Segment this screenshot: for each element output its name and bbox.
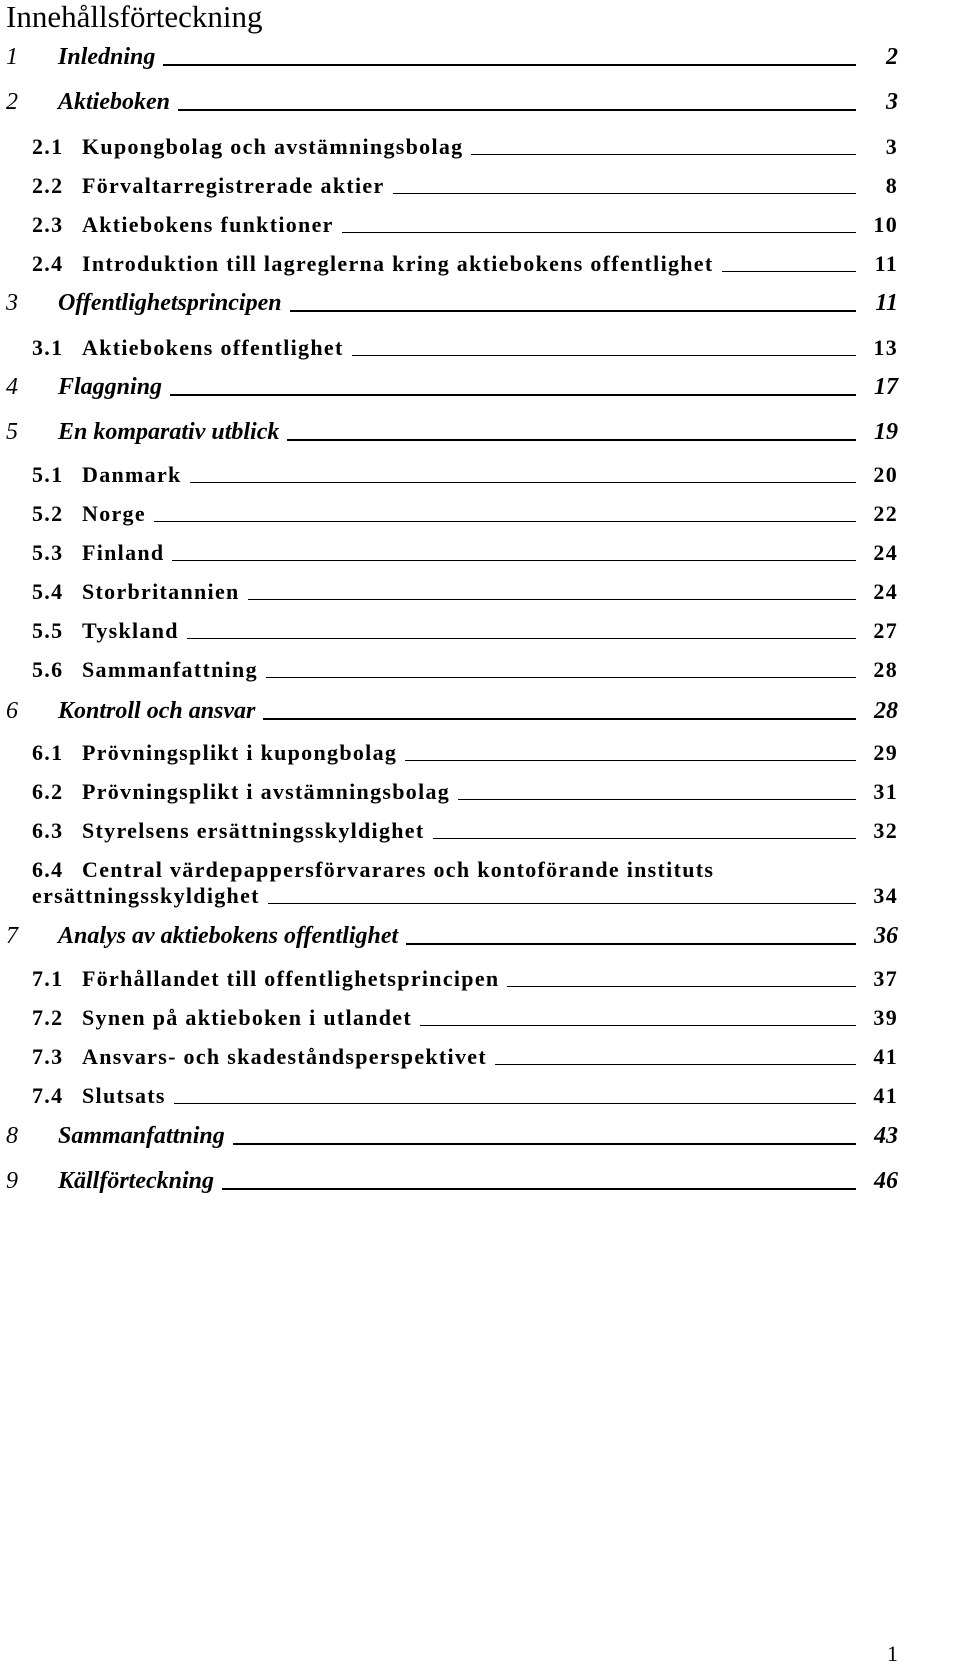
- toc-entry-number: 9: [6, 1168, 18, 1194]
- leader-line: [174, 1103, 856, 1104]
- toc-entry-page: 3: [886, 89, 898, 115]
- toc-entry-label: Flaggning: [58, 374, 163, 400]
- toc-entry-page: 24: [873, 540, 898, 565]
- toc-entry-7-1[interactable]: [32, 966, 898, 992]
- toc-entry-number: 6.2: [32, 779, 64, 804]
- toc-entry-label: Ansvars- och skadeståndsperspektivet: [82, 1044, 487, 1069]
- toc-entry-page: 46: [874, 1168, 898, 1194]
- toc-entry-label: Prövningsplikt i kupongbolag: [82, 740, 398, 765]
- leader-line: [495, 1064, 856, 1065]
- page-title: Innehållsförteckning: [6, 0, 263, 34]
- toc-entry-page: 8: [885, 173, 898, 198]
- toc-entry-page: 27: [873, 618, 898, 643]
- toc-entry-page: 20: [873, 462, 898, 487]
- toc-entry-label: Analys av aktiebokens offentlighet: [58, 923, 399, 949]
- toc-entry-label: Kontroll och ansvar: [58, 698, 256, 724]
- toc-entry-page: 41: [873, 1044, 898, 1069]
- leader-line: [266, 677, 856, 678]
- toc-entry-9[interactable]: [6, 1168, 898, 1195]
- toc-entry-4[interactable]: [6, 374, 898, 401]
- toc-entry-3-1[interactable]: [32, 335, 898, 361]
- toc-entry-7[interactable]: [6, 923, 898, 950]
- toc-entry-label: Finland: [82, 540, 165, 565]
- toc-entry-label: Synen på aktieboken i utlandet: [82, 1005, 412, 1030]
- toc-entry-number: 6.3: [32, 818, 64, 843]
- toc-entry-page: 36: [874, 923, 898, 949]
- toc-entry-6[interactable]: [6, 698, 898, 725]
- leader-line: [222, 1188, 856, 1190]
- toc-entry-label: ersättningsskyldighet: [32, 883, 260, 908]
- toc-entry-number: 2.3: [32, 212, 64, 237]
- toc-entry-number: 2.4: [32, 251, 64, 276]
- leader-line: [178, 109, 856, 111]
- toc-entry-page: 3: [885, 134, 898, 159]
- toc-entry-page: 29: [873, 740, 898, 765]
- leader-line: [405, 760, 856, 761]
- leader-line: [187, 638, 856, 639]
- toc-entry-number: 7.3: [32, 1044, 64, 1069]
- toc-entry-5-6[interactable]: [32, 657, 898, 683]
- toc-entry-page: 11: [874, 251, 898, 276]
- toc-entry-5-1[interactable]: [32, 462, 898, 488]
- toc-entry-number: 3: [6, 290, 18, 316]
- toc-entry-label: Aktiebokens funktioner: [82, 212, 334, 237]
- toc-entry-page: 31: [873, 779, 898, 804]
- toc-entry-page: 28: [873, 657, 898, 682]
- leader-line: [287, 439, 856, 441]
- toc-entry-2-1[interactable]: [32, 134, 898, 160]
- leader-line: [263, 718, 856, 720]
- toc-entry-label: Prövningsplikt i avstämningsbolag: [82, 779, 451, 804]
- leader-line: [248, 599, 856, 600]
- leader-line: [471, 154, 856, 155]
- toc-entry-5[interactable]: [6, 419, 898, 446]
- toc-entry-label: Danmark: [82, 462, 182, 487]
- toc-entry-label: Norge: [82, 501, 146, 526]
- toc-entry-page: 2: [886, 44, 898, 70]
- toc-entry-7-2[interactable]: [32, 1005, 898, 1031]
- leader-line: [420, 1025, 856, 1026]
- toc-entry-number: 7.2: [32, 1005, 64, 1030]
- toc-entry-page: 39: [873, 1005, 898, 1030]
- toc-entry-number: 5.6: [32, 657, 64, 682]
- leader-line: [507, 986, 856, 987]
- page-number: 1: [887, 1641, 898, 1666]
- toc-entry-6-3[interactable]: [32, 818, 898, 844]
- toc-entry-number: 3.1: [32, 335, 64, 360]
- toc-entry-7-3[interactable]: [32, 1044, 898, 1070]
- toc-entry-2-3[interactable]: [32, 212, 898, 238]
- toc-entry-number: 6: [6, 698, 18, 724]
- leader-line: [352, 355, 856, 356]
- toc-entry-1[interactable]: [6, 44, 898, 71]
- toc-entry-number: 8: [6, 1123, 18, 1149]
- leader-line: [393, 193, 856, 194]
- leader-line: [458, 799, 856, 800]
- toc-entry-label: Tyskland: [82, 618, 179, 643]
- toc-entry-label: Sammanfattning: [82, 657, 258, 682]
- toc-entry-label: Slutsats: [82, 1083, 166, 1108]
- toc-entry-6-4-line1[interactable]: [32, 857, 898, 883]
- leader-line: [290, 310, 856, 312]
- toc-entry-label: Källförteckning: [58, 1168, 215, 1194]
- toc-entry-page: 11: [875, 290, 898, 316]
- toc-entry-label: Förhållandet till offentlighetsprincipen: [82, 966, 500, 991]
- leader-line: [233, 1143, 856, 1145]
- toc-entry-label: Central värdepappersförvarares och kontoförande instituts: [82, 857, 715, 882]
- toc-entry-number: 5.2: [32, 501, 64, 526]
- toc-entry-7-4[interactable]: [32, 1083, 898, 1109]
- toc-entry-6-2[interactable]: [32, 779, 898, 805]
- toc-entry-label: Storbritannien: [82, 579, 240, 604]
- leader-line: [154, 521, 856, 522]
- toc-entry-number: 5.1: [32, 462, 64, 487]
- toc-entry-number: 5.3: [32, 540, 64, 565]
- toc-entry-page: 37: [873, 966, 898, 991]
- toc-entry-5-2[interactable]: [32, 501, 898, 527]
- leader-line: [163, 64, 856, 66]
- leader-line: [433, 838, 857, 839]
- leader-line: [268, 903, 856, 904]
- toc-entry-6-1[interactable]: [32, 740, 898, 766]
- toc-entry-label: Kupongbolag och avstämningsbolag: [82, 134, 464, 159]
- toc-entry-page: 13: [873, 335, 898, 360]
- leader-line: [172, 560, 856, 561]
- toc-entry-2-4[interactable]: [32, 251, 898, 277]
- leader-line: [170, 394, 856, 396]
- toc-entry-number: 2.2: [32, 173, 64, 198]
- toc-entry-page: 10: [873, 212, 898, 237]
- toc-entry-label: Aktieboken: [58, 89, 170, 115]
- toc-entry-label: Offentlighetsprincipen: [58, 290, 282, 316]
- toc-entry-number: 7.4: [32, 1083, 64, 1108]
- leader-line: [342, 232, 856, 233]
- toc-entry-page: 28: [874, 698, 898, 724]
- toc-entry-page: 19: [874, 419, 898, 445]
- toc-entry-3[interactable]: [6, 290, 898, 317]
- toc-entry-label: Inledning: [58, 44, 156, 70]
- toc-entry-2-2[interactable]: [32, 173, 898, 199]
- toc-entry-page: 17: [874, 374, 898, 400]
- toc-entry-page: 32: [873, 818, 898, 843]
- toc-entry-number: 7: [6, 923, 18, 949]
- toc-entry-number: 6.1: [32, 740, 64, 765]
- toc-entry-number: 2.1: [32, 134, 64, 159]
- toc-entry-page: 41: [873, 1083, 898, 1108]
- toc-entry-label: Styrelsens ersättningsskyldighet: [82, 818, 425, 843]
- toc-entry-6-4[interactable]: [32, 883, 898, 909]
- toc-entry-page: 34: [873, 883, 898, 908]
- toc-entry-page: 22: [873, 501, 898, 526]
- toc-entry-2[interactable]: [6, 89, 898, 116]
- toc-entry-number: 4: [6, 374, 18, 400]
- toc-entry-number: 5.4: [32, 579, 64, 604]
- toc-entry-5-5[interactable]: [32, 618, 898, 644]
- toc-entry-page: 43: [874, 1123, 898, 1149]
- toc-entry-8[interactable]: [6, 1123, 898, 1150]
- toc-entry-label: En komparativ utblick: [58, 419, 280, 445]
- toc-entry-number: 5.5: [32, 618, 64, 643]
- toc-entry-number: 7.1: [32, 966, 64, 991]
- toc-entry-label: Sammanfattning: [58, 1123, 225, 1149]
- toc-entry-5-3[interactable]: [32, 540, 898, 566]
- toc-entry-label: Aktiebokens offentlighet: [82, 335, 344, 360]
- toc-entry-5-4[interactable]: [32, 579, 898, 605]
- toc-entry-page: 24: [873, 579, 898, 604]
- leader-line: [190, 482, 856, 483]
- toc-entry-label: Förvaltarregistrerade aktier: [82, 173, 385, 198]
- toc-entry-number: 5: [6, 419, 18, 445]
- leader-line: [406, 943, 856, 945]
- toc-entry-number: 2: [6, 89, 18, 115]
- toc-entry-label: Introduktion till lagreglerna kring aktiebokens offentlighet: [82, 251, 714, 276]
- toc-entry-number: 6.4: [32, 857, 64, 882]
- leader-line: [722, 271, 856, 272]
- toc-entry-number: 1: [6, 44, 18, 70]
